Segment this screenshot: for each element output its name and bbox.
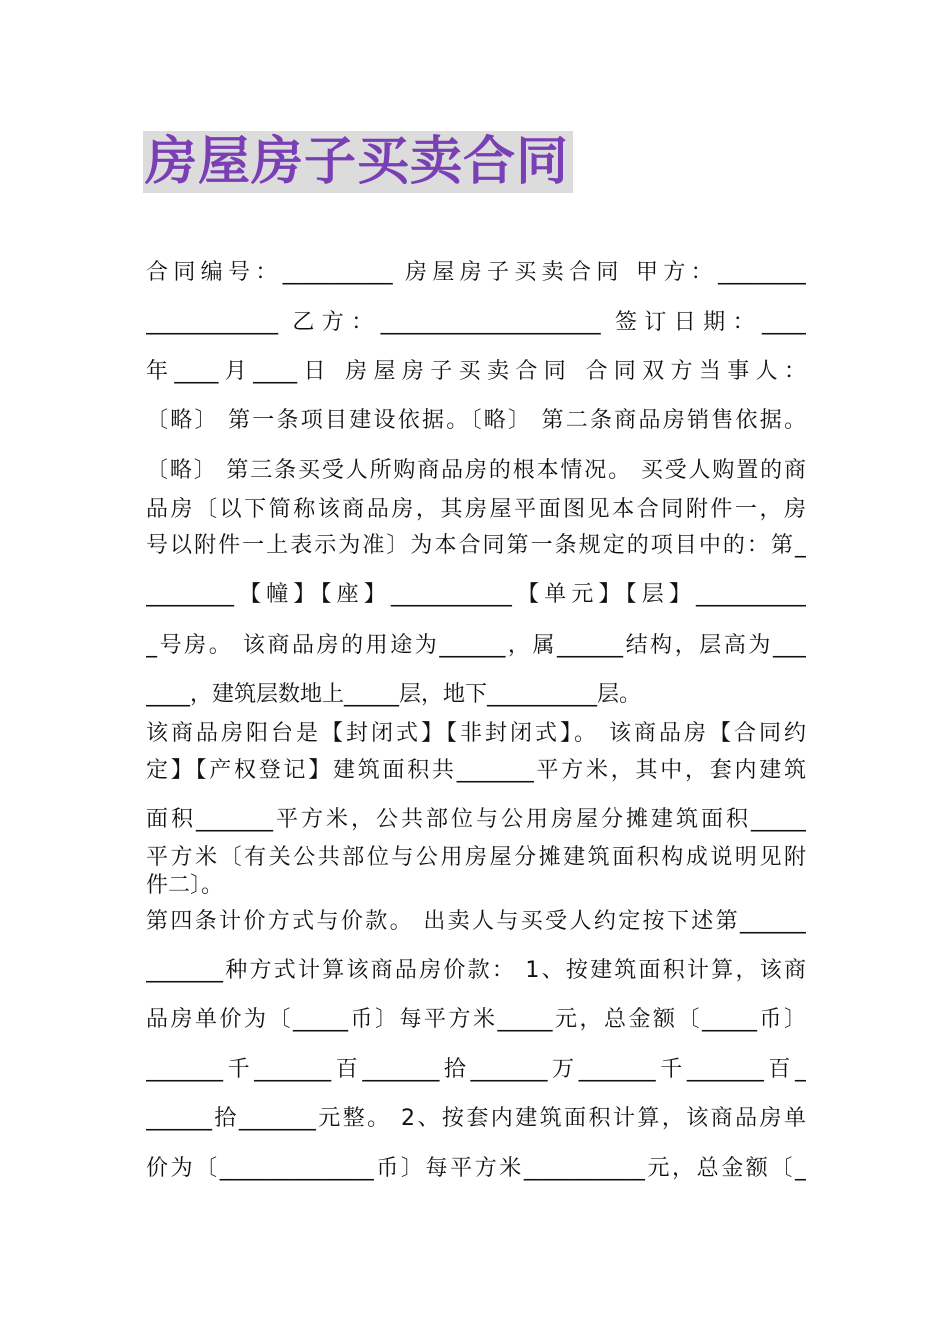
contract-line: 第四条计价方式与价款。 出卖人与买受人约定按下述第______ xyxy=(146,909,806,934)
contract-line: 合同编号：__________ 房屋房子买卖合同 甲方：________ xyxy=(146,260,806,285)
title-highlight xyxy=(143,131,573,193)
contract-line: ____，建筑层数地上_____层，地下__________层。 xyxy=(146,682,642,707)
contract-line: 号以附件一上表示为准〕为本合同第一条规定的项目中的：第_ xyxy=(146,533,806,558)
contract-line: _号房。 该商品房的用途为______，属______结构，层高为___ xyxy=(146,633,806,658)
contract-line: 平方米〔有关公共部位与公用房屋分摊建筑面积构成说明见附 xyxy=(146,845,806,870)
contract-line: 该商品房阳台是【封闭式】【非封闭式】。 该商品房【合同约 xyxy=(146,721,806,746)
contract-line: ____________ 乙方：____________________ 签订日期：____ xyxy=(146,310,806,335)
contract-line: 面积_______平方米，公共部位与公用房屋分摊建筑面积_____ xyxy=(146,807,806,832)
contract-line: ______拾_______元整。 2、按套内建筑面积计算，该商品房单 xyxy=(146,1106,806,1131)
contract-line: 品房〔以下简称该商品房，其房屋平面图见本合同附件一，房 xyxy=(146,497,806,522)
contract-line: _______种方式计算该商品房价款： 1、按建筑面积计算，该商 xyxy=(146,958,806,983)
contract-line: 年____月____日 房屋房子买卖合同 合同双方当事人： xyxy=(146,359,806,384)
contract-line: 品房单价为〔_____币〕每平方米_____元，总金额〔_____币〕 xyxy=(146,1007,806,1032)
document-title: 房屋房子买卖合同 xyxy=(145,132,570,192)
contract-line: 价为〔______________币〕每平方米___________元，总金额〔_ xyxy=(146,1156,806,1181)
contract-line: 〔略〕 第三条买受人所购商品房的根本情况。 买受人购置的商 xyxy=(146,458,806,483)
contract-line: 件二〕。 xyxy=(146,873,224,898)
contract-line: ________【幢】【座】___________【单元】【层】__________ xyxy=(146,582,806,607)
contract-line: _______千_______百_______拾_______万_______千_______百_ xyxy=(146,1057,806,1082)
contract-line: 〔略〕 第一条项目建设依据。〔略〕 第二条商品房销售依据。 xyxy=(146,408,806,433)
contract-line: 定】【产权登记】建筑面积共_______平方米，其中，套内建筑 xyxy=(146,758,806,783)
